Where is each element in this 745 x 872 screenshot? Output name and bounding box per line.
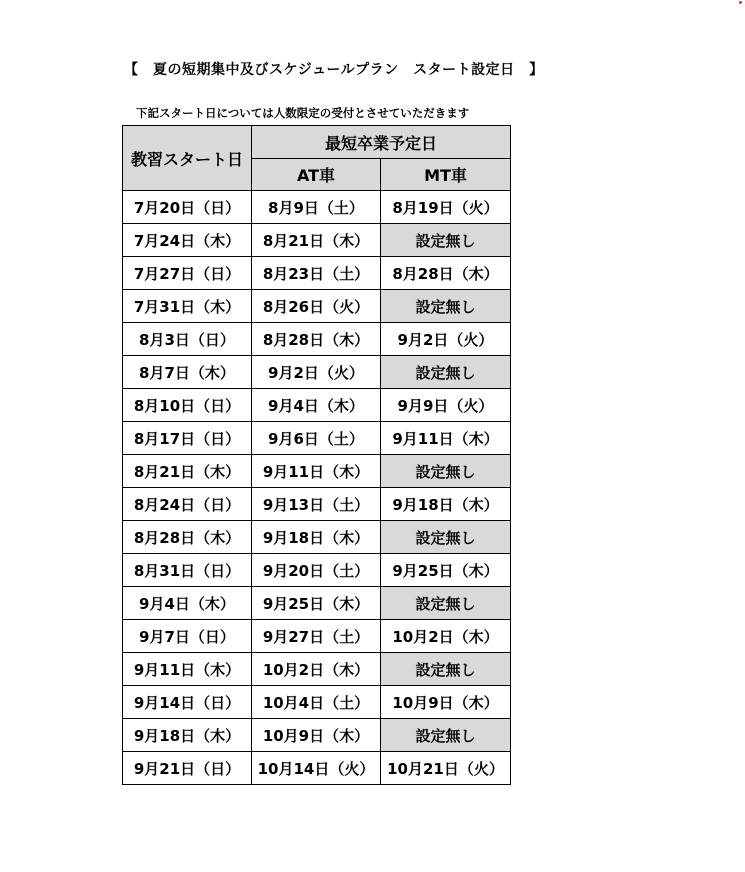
- table-row: [123, 620, 511, 653]
- start-date-cell: 9月18日（木）: [123, 719, 252, 752]
- table-row: [123, 488, 511, 521]
- start-date-cell: 7月31日（木）: [123, 290, 252, 323]
- mt-date-cell: 10月2日（木）: [380, 620, 510, 653]
- table-row: [123, 719, 511, 752]
- table-row: [123, 587, 511, 620]
- table-row: [123, 224, 511, 257]
- table-row: [123, 356, 511, 389]
- start-date-cell: 8月7日（木）: [123, 356, 252, 389]
- table-row: [123, 389, 511, 422]
- at-date-cell: 9月2日（火）: [251, 356, 380, 389]
- start-date-cell: 8月10日（日）: [123, 389, 252, 422]
- start-date-cell: 8月21日（木）: [123, 455, 252, 488]
- start-date-cell: 8月31日（日）: [123, 554, 252, 587]
- at-date-cell: 10月2日（木）: [251, 653, 380, 686]
- start-date-cell: 8月24日（日）: [123, 488, 252, 521]
- at-date-cell: 10月14日（火）: [251, 752, 380, 785]
- start-date-cell: 9月4日（木）: [123, 587, 252, 620]
- table-row: [123, 422, 511, 455]
- schedule-table: [122, 125, 511, 785]
- mt-date-cell: 8月28日（木）: [380, 257, 510, 290]
- at-date-cell: 9月25日（木）: [251, 587, 380, 620]
- mt-date-cell: 9月11日（木）: [380, 422, 510, 455]
- start-date-cell: 8月28日（木）: [123, 521, 252, 554]
- header-at: AT車: [251, 159, 380, 191]
- mt-date-cell: 設定無し: [380, 356, 510, 389]
- mt-date-cell: 設定無し: [380, 653, 510, 686]
- mt-date-cell: 設定無し: [380, 455, 510, 488]
- mt-date-cell: 10月21日（火）: [380, 752, 510, 785]
- table-row: [123, 554, 511, 587]
- table-row: [123, 686, 511, 719]
- mt-date-cell: 9月18日（木）: [380, 488, 510, 521]
- at-date-cell: 8月23日（土）: [251, 257, 380, 290]
- start-date-cell: 7月24日（木）: [123, 224, 252, 257]
- table-row: [123, 653, 511, 686]
- at-date-cell: 10月9日（木）: [251, 719, 380, 752]
- at-date-cell: 9月13日（土）: [251, 488, 380, 521]
- at-date-cell: 9月27日（土）: [251, 620, 380, 653]
- header-row: [123, 126, 511, 159]
- table-row: [123, 752, 511, 785]
- corner-mark: [739, 1, 742, 4]
- at-date-cell: 8月26日（火）: [251, 290, 380, 323]
- mt-date-cell: 設定無し: [380, 521, 510, 554]
- mt-date-cell: 設定無し: [380, 719, 510, 752]
- schedule-body: [123, 191, 511, 785]
- reservation-note: 下記スタート日については人数限定の受付とさせていただきます: [136, 106, 470, 120]
- start-date-cell: 7月27日（日）: [123, 257, 252, 290]
- start-date-cell: 9月11日（木）: [123, 653, 252, 686]
- table-row: [123, 323, 511, 356]
- at-date-cell: 9月20日（土）: [251, 554, 380, 587]
- mt-date-cell: 設定無し: [380, 290, 510, 323]
- at-date-cell: 9月11日（木）: [251, 455, 380, 488]
- start-date-cell: 9月14日（日）: [123, 686, 252, 719]
- start-date-cell: 7月20日（日）: [123, 191, 252, 224]
- table-row: [123, 521, 511, 554]
- at-date-cell: 8月28日（木）: [251, 323, 380, 356]
- mt-date-cell: 9月9日（火）: [380, 389, 510, 422]
- table-row: [123, 257, 511, 290]
- page-title: 【 夏の短期集中及びスケジュールプラン スタート設定日 】: [124, 62, 544, 78]
- at-date-cell: 9月18日（木）: [251, 521, 380, 554]
- mt-date-cell: 9月25日（木）: [380, 554, 510, 587]
- table-row: [123, 191, 511, 224]
- header-graduation-date: 最短卒業予定日: [251, 126, 510, 159]
- mt-date-cell: 8月19日（火）: [380, 191, 510, 224]
- header-mt: MT車: [380, 159, 510, 191]
- at-date-cell: 8月21日（木）: [251, 224, 380, 257]
- at-date-cell: 8月9日（土）: [251, 191, 380, 224]
- mt-date-cell: 設定無し: [380, 587, 510, 620]
- at-date-cell: 9月4日（木）: [251, 389, 380, 422]
- start-date-cell: 8月17日（日）: [123, 422, 252, 455]
- start-date-cell: 9月7日（日）: [123, 620, 252, 653]
- mt-date-cell: 9月2日（火）: [380, 323, 510, 356]
- mt-date-cell: 設定無し: [380, 224, 510, 257]
- start-date-cell: 8月3日（日）: [123, 323, 252, 356]
- start-date-cell: 9月21日（日）: [123, 752, 252, 785]
- mt-date-cell: 10月9日（木）: [380, 686, 510, 719]
- table-row: [123, 290, 511, 323]
- table-row: [123, 455, 511, 488]
- at-date-cell: 9月6日（土）: [251, 422, 380, 455]
- at-date-cell: 10月4日（土）: [251, 686, 380, 719]
- header-start-date: 教習スタート日: [123, 126, 252, 191]
